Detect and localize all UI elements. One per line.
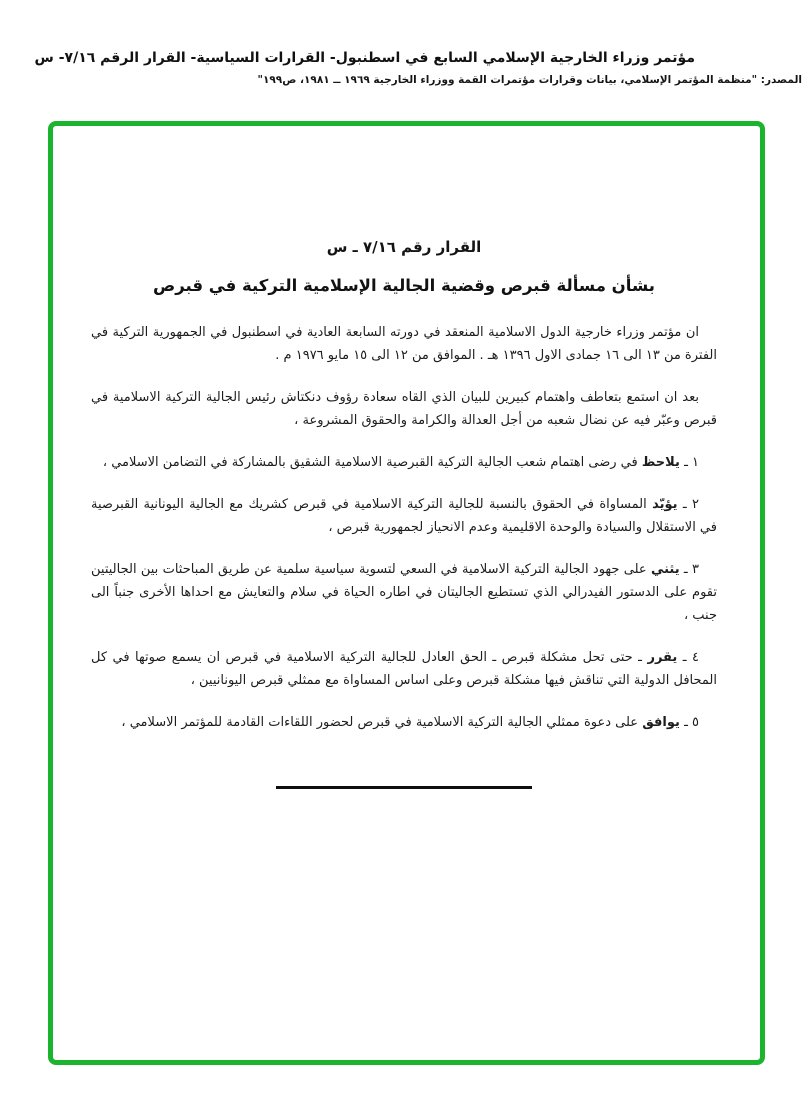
end-of-text-divider: [276, 786, 532, 789]
resolution-item-5: [91, 711, 717, 734]
item-number: ٢ ـ: [682, 497, 699, 512]
resolution-item-3: [91, 558, 717, 627]
preamble-paragraph: بعد ان استمع بتعاطف واهتمام كبيرين للبيان الذي القاه سعادة رؤوف دنكتاش رئيس الجالية التركية الاسلامية في قبرص وعبّر فيه عن نضال شعبه من أجل العدالة والكرامة والحقوق المشروعة ،: [91, 390, 717, 428]
item-number: ٤ ـ: [682, 650, 700, 665]
item-number: ٣ ـ: [683, 562, 699, 577]
item-text: على جهود الجالية التركية الاسلامية في السعي لتسوية سياسية سلمية عن طريق المباحثات بين الجاليتين تقوم على الدستور الفيدرالي الذي تستطيع الجاليتان في اطاره الحياة في سلام والتعايش مع احداها الأخرى جنباً الى جنب ،: [91, 562, 717, 623]
item-number: ١ ـ: [684, 455, 699, 470]
document-body: [53, 126, 760, 1060]
header-source-line: مؤتمر وزراء الخارجية الإسلامي السابع في اسطنبول- القرارات السياسية- القرار الرقم ٧/١٦- س: [34, 50, 695, 66]
resolution-item-1: [91, 451, 717, 474]
resolution-number-title: القرار رقم ٧/١٦ ـ س: [326, 238, 482, 256]
resolution-item-2: [91, 493, 717, 539]
item-text: ـ حتى تحل مشكلة قبرص ـ الحق العادل للجالية التركية الاسلامية في قبرص ان يسمع صوتها في كل المحافل الدولية التي تناقش فيها مشكلة قبرص وعلى اساس المساواة مع ممثلي قبرص اليونانيين ،: [91, 650, 717, 688]
item-lead-word: يثني: [650, 562, 680, 577]
item-number: ٥ ـ: [684, 715, 699, 730]
resolution-item-4: [91, 646, 717, 692]
item-lead-word: يلاحظ: [641, 455, 680, 470]
item-text: في رضى اهتمام شعب الجالية التركية القبرصية الاسلامية الشقيق بالمشاركة في التضامن الاسلامي ،: [102, 455, 638, 470]
header-citation-line: المصدر: "منظمة المؤتمر الإسلامي، بيانات وقرارات مؤتمرات القمة ووزراء الخارجية ١٩٦٩ ــ ١٩٨١، ص١٩٩": [257, 74, 802, 86]
resolution-subject-title: بشأن مسألة قبرص وقضية الجالية الإسلامية التركية في قبرص: [153, 276, 655, 295]
item-lead-word: يؤيّد: [652, 497, 678, 512]
highlight-frame: [48, 121, 765, 1065]
item-lead-word: يقرر: [647, 650, 678, 665]
page-header: [0, 50, 807, 86]
item-lead-word: يوافق: [642, 715, 680, 730]
preamble-paragraph: ان مؤتمر وزراء خارجية الدول الاسلامية المنعقد في دورته السابعة العادية في اسطنبول في الجمهورية التركية في الفترة من ١٣ الى ١٦ جمادى الاول ١٣٩٦ هـ . الموافق من ١٢ الى ١٥ مايو ١٩٧٦ م .: [91, 325, 717, 363]
item-text: المساواة في الحقوق بالنسبة للجالية التركية الاسلامية في قبرص كشريك مع الجالية اليونانية القبرصية في الاستقلال والسيادة والوحدة الاقليمية وعدم الانحياز لجمهورية قبرص ،: [91, 497, 717, 535]
item-text: على دعوة ممثلي الجالية التركية الاسلامية في قبرص لحضور اللقاءات القادمة للمؤتمر الاسلامي ،: [121, 715, 639, 730]
